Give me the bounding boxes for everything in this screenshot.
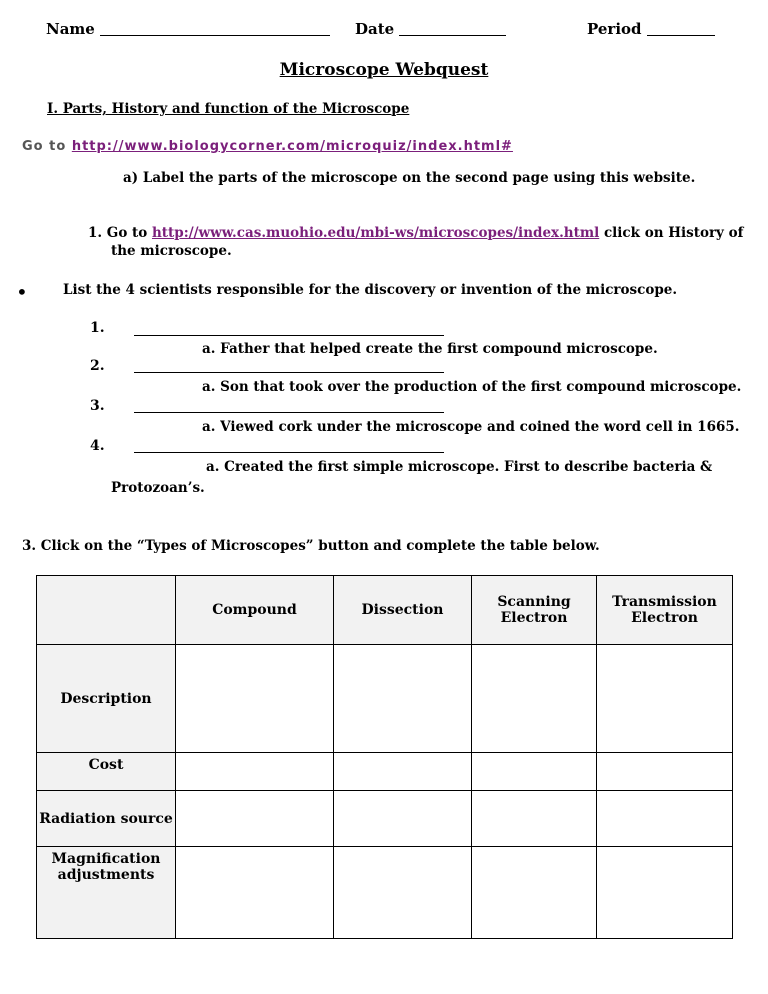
col-transmission-electron: Transmission Electron bbox=[597, 576, 733, 645]
row-magnification-adjustments: Magnification adjustments bbox=[37, 847, 176, 939]
cell-magnification-scanning[interactable] bbox=[472, 847, 597, 939]
cell-cost-compound[interactable] bbox=[176, 753, 334, 791]
cell-magnification-compound[interactable] bbox=[176, 847, 334, 939]
step-1-number: 1. bbox=[88, 225, 103, 241]
cell-description-transmission[interactable] bbox=[597, 645, 733, 753]
bullet-icon: • bbox=[16, 280, 28, 304]
scientist-1-number: 1. bbox=[90, 320, 105, 336]
name-field[interactable] bbox=[46, 20, 330, 38]
scientist-3-desc: a. Viewed cork under the microscope and coined the word cell in 1665. bbox=[202, 419, 740, 435]
cell-cost-transmission[interactable] bbox=[597, 753, 733, 791]
cell-description-dissection[interactable] bbox=[334, 645, 472, 753]
name-label: Name bbox=[46, 20, 95, 38]
scientist-1-blank[interactable] bbox=[134, 335, 444, 336]
cell-radiation-transmission[interactable] bbox=[597, 791, 733, 847]
microscope-table bbox=[36, 575, 733, 939]
scientist-4-number: 4. bbox=[90, 438, 105, 454]
section-heading: I. Parts, History and function of the Microscope bbox=[47, 101, 410, 117]
cell-description-scanning[interactable] bbox=[472, 645, 597, 753]
scientist-4-blank[interactable] bbox=[134, 452, 444, 453]
col-scanning-electron: Scanning Electron bbox=[472, 576, 597, 645]
scientist-3-number: 3. bbox=[90, 398, 105, 414]
cell-magnification-dissection[interactable] bbox=[334, 847, 472, 939]
step-1-before: Go to bbox=[106, 225, 148, 241]
scientist-2-blank[interactable] bbox=[134, 372, 444, 373]
biologycorner-link[interactable]: http://www.biologycorner.com/microquiz/index.html# bbox=[71, 139, 513, 154]
col-compound: Compound bbox=[176, 576, 334, 645]
period-label: Period bbox=[587, 20, 642, 38]
name-blank[interactable] bbox=[100, 35, 330, 36]
scientist-3-blank[interactable] bbox=[134, 412, 444, 413]
muohio-link[interactable]: http://www.cas.muohio.edu/mbi-ws/microscopes/index.html bbox=[151, 225, 600, 241]
scientist-1-desc: a. Father that helped create the first compound microscope. bbox=[202, 341, 658, 357]
cell-cost-scanning[interactable] bbox=[472, 753, 597, 791]
cell-radiation-dissection[interactable] bbox=[334, 791, 472, 847]
step-1-after: click on History of bbox=[603, 225, 744, 241]
date-label: Date bbox=[355, 20, 395, 38]
row-radiation-source: Radiation source bbox=[37, 791, 176, 847]
row-description: Description bbox=[37, 645, 176, 753]
bullet-text: List the 4 scientists responsible for the discovery or invention of the microscope. bbox=[63, 282, 678, 298]
period-field[interactable] bbox=[587, 20, 715, 38]
period-blank[interactable] bbox=[647, 35, 715, 36]
cell-radiation-compound[interactable] bbox=[176, 791, 334, 847]
scientist-2-desc: a. Son that took over the production of the first compound microscope. bbox=[202, 379, 742, 395]
cell-description-compound[interactable] bbox=[176, 645, 334, 753]
goto-line bbox=[22, 139, 513, 154]
goto-prefix: Go to bbox=[22, 139, 67, 154]
step-1-line2: the microscope. bbox=[111, 243, 232, 259]
scientist-2-number: 2. bbox=[90, 358, 105, 374]
col-dissection: Dissection bbox=[334, 576, 472, 645]
date-field[interactable] bbox=[355, 20, 506, 38]
row-cost: Cost bbox=[37, 753, 176, 791]
cell-radiation-scanning[interactable] bbox=[472, 791, 597, 847]
scientist-4-desc-cont: Protozoan’s. bbox=[111, 480, 205, 496]
date-blank[interactable] bbox=[399, 35, 506, 36]
step-1 bbox=[88, 225, 743, 241]
cell-magnification-transmission[interactable] bbox=[597, 847, 733, 939]
page-title: Microscope Webquest bbox=[279, 60, 489, 80]
cell-cost-dissection[interactable] bbox=[334, 753, 472, 791]
table-corner bbox=[37, 576, 176, 645]
step-3: 3. Click on the “Types of Microscopes” button and complete the table below. bbox=[22, 538, 600, 554]
scientist-4-desc: a. Created the first simple microscope. First to describe bacteria & bbox=[206, 459, 713, 475]
task-a: a) Label the parts of the microscope on the second page using this website. bbox=[123, 170, 696, 186]
